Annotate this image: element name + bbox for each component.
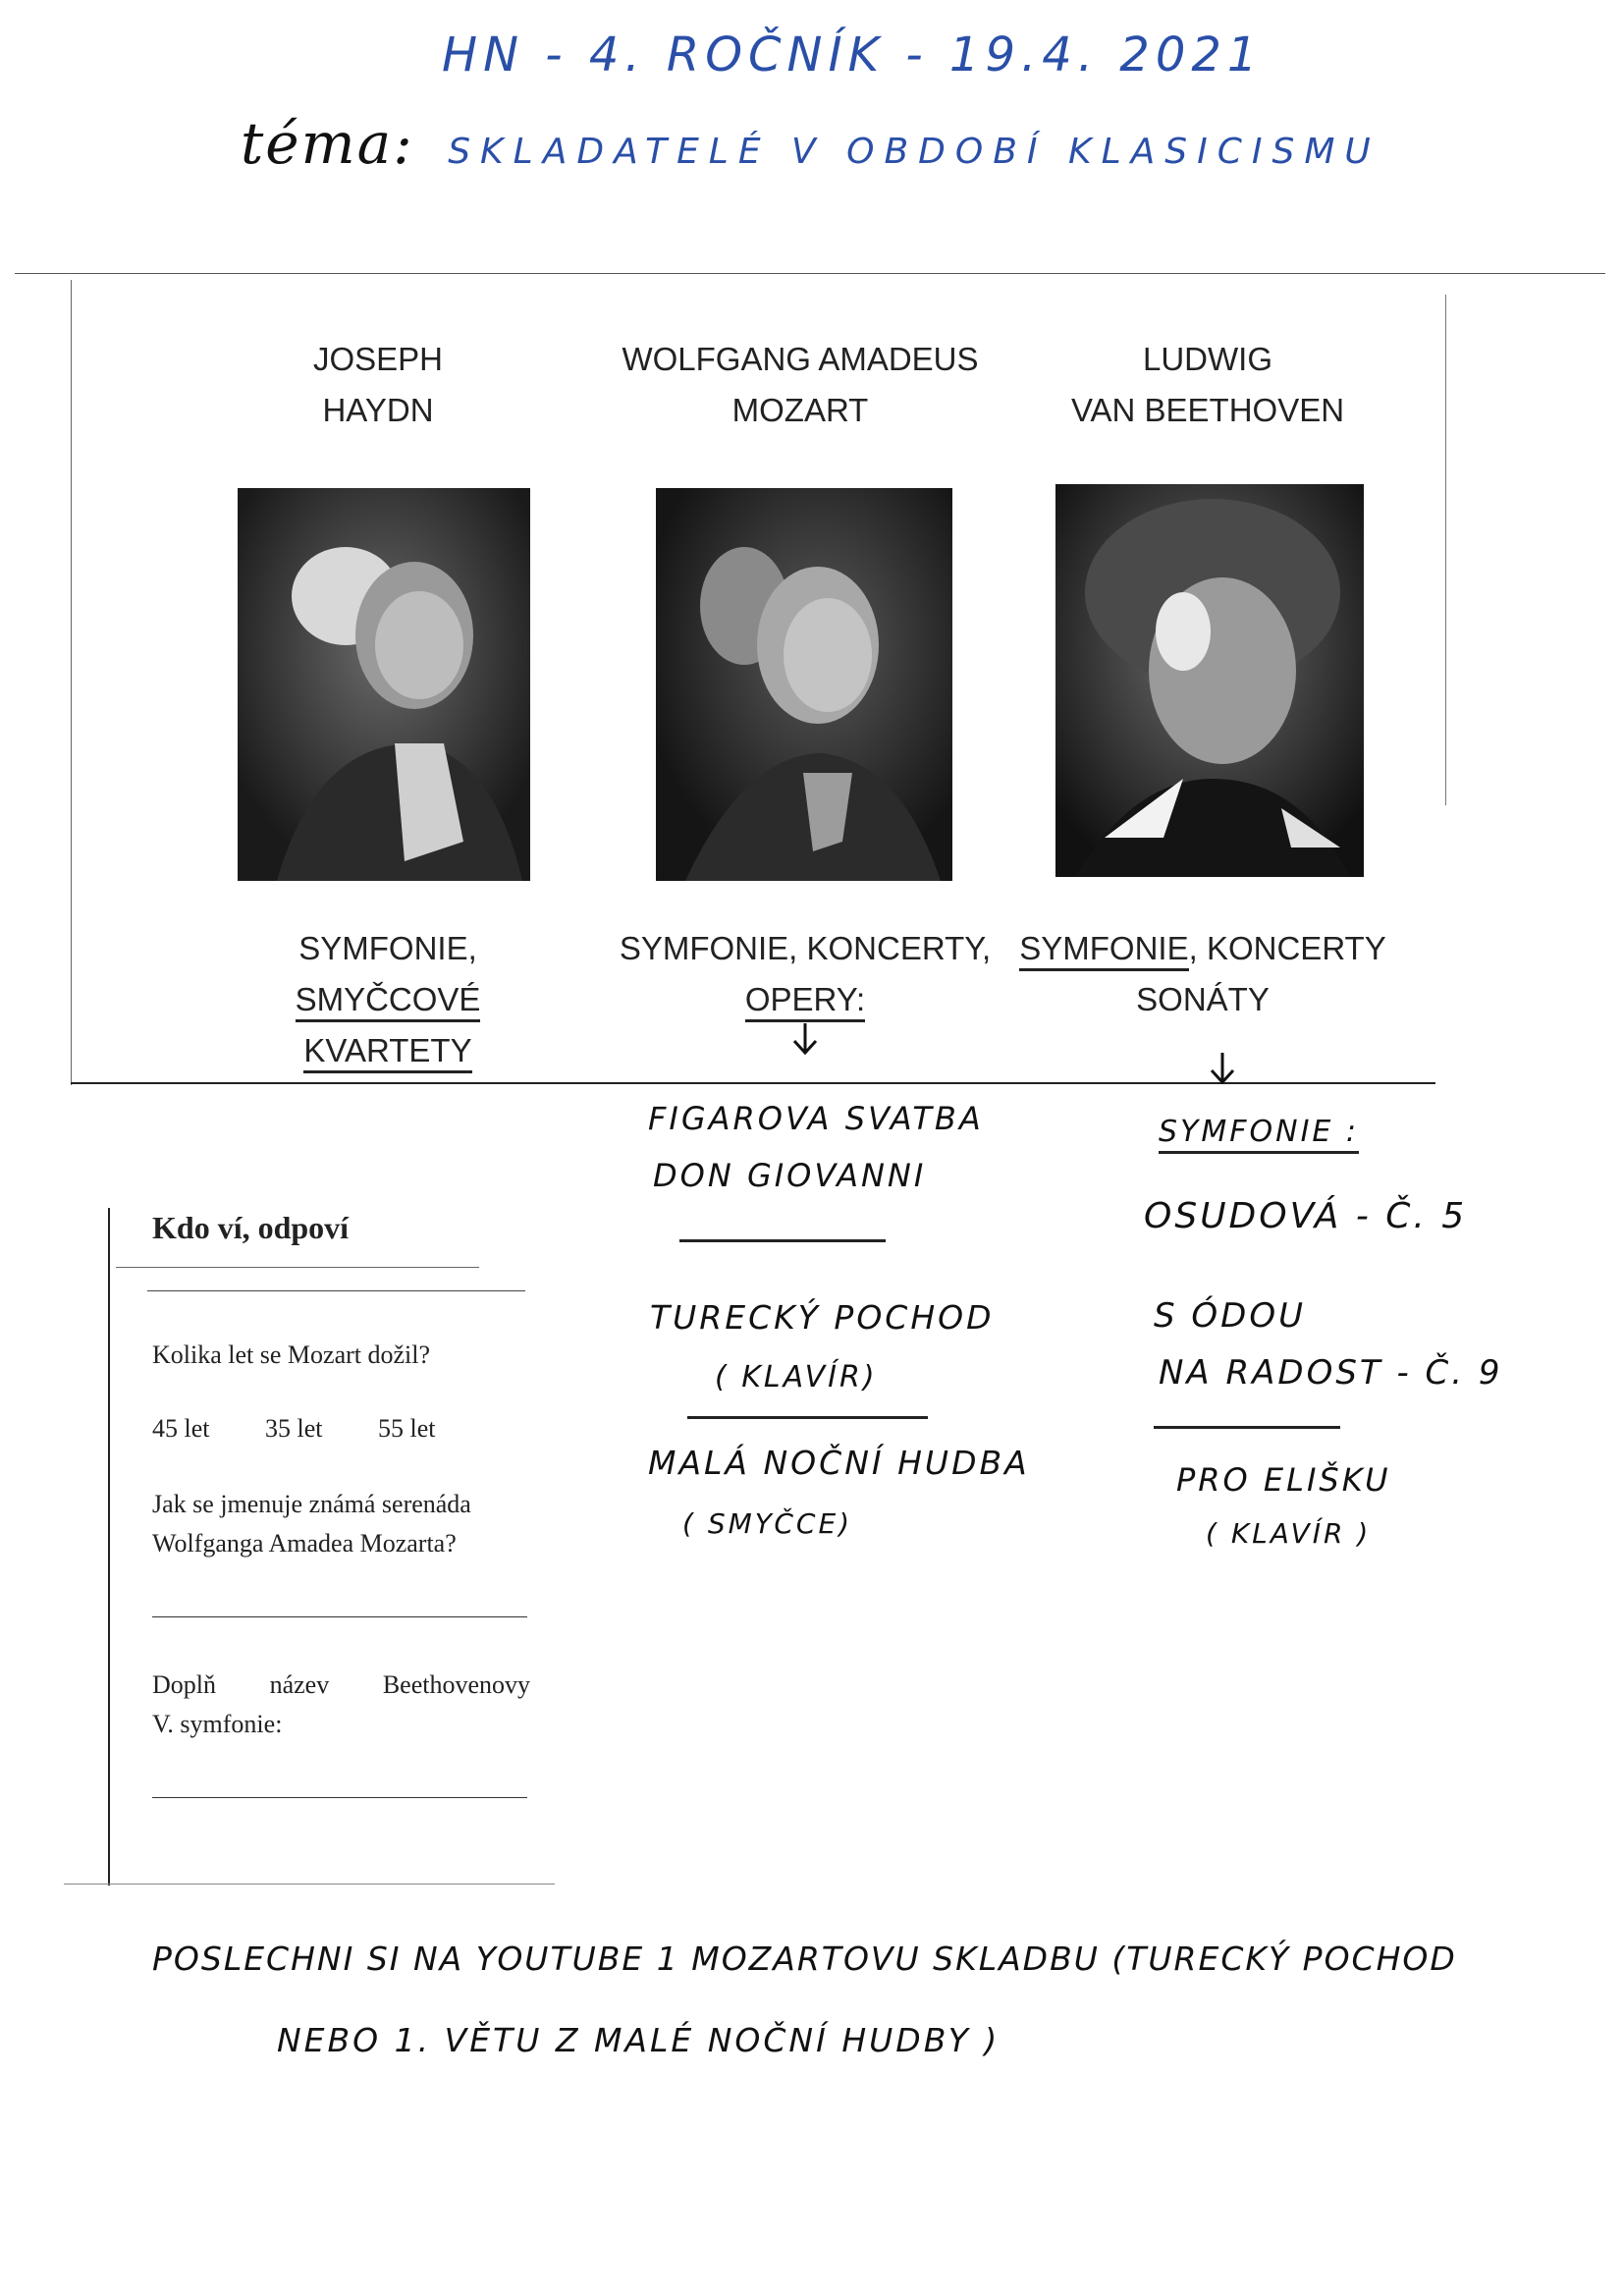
haydn-works-line2: SMYČCOVÉ KVARTETY [296,981,481,1073]
mozart-arrow-icon [790,1021,820,1062]
beethoven-heading-text: SYMFONIE : [1159,1115,1359,1154]
quiz-q1: Kolika let se Mozart dožil? [152,1340,431,1369]
mozart-opera-1: FIGAROVA SVATBA [648,1100,984,1137]
mozart-last: MOZART [731,392,869,428]
mozart-works [619,923,992,1025]
mozart-piece-2: MALÁ NOČNÍ HUDBA [648,1444,1030,1482]
box-left-border [71,280,72,1085]
top-rule [15,273,1605,274]
beethoven-sym-2b: NA RADOST - Č. 9 [1159,1353,1503,1393]
quiz-bottom-rule [64,1884,555,1885]
beethoven-works [1016,923,1389,1025]
haydn-works-line1: SYMFONIE, [298,930,477,966]
beethoven-arrow-icon [1208,1051,1237,1091]
quiz-q1-option-1[interactable]: 45 let [152,1414,210,1443]
box-right-border [1445,295,1446,805]
header-line-1: HN - 4. ROČNÍK - 19.4. 2021 [442,27,1264,82]
beethoven-last: VAN BEETHOVEN [1070,392,1345,428]
quiz-title-rule [116,1267,479,1268]
mozart-divider-1 [679,1239,886,1242]
quiz-q2-line1: Jak se jmenuje známá serenáda [152,1490,471,1518]
mozart-name [594,334,1006,436]
mozart-piece-2-note: ( SMYČCE) [682,1507,853,1540]
haydn-first: JOSEPH [312,341,444,377]
quiz-q3 [152,1666,530,1744]
haydn-works [221,923,555,1076]
haydn-portrait [238,488,530,881]
beethoven-works-line2: SONÁTY [1136,981,1270,1017]
beethoven-notes-heading [1159,1115,1359,1149]
quiz-q3-word-3: Beethovenovy [382,1670,530,1699]
quiz-left-border [108,1208,110,1886]
beethoven-sym-2a: S ÓDOU [1154,1296,1306,1336]
quiz-q2-line2: Wolfganga Amadea Mozarta? [152,1529,457,1558]
header-topic [241,110,1380,177]
beethoven-portrait [1055,484,1364,877]
beethoven-works-line1b: , KONCERTY [1188,930,1386,966]
mozart-piece-1-note: ( KLAVÍR) [715,1360,878,1394]
beethoven-divider [1154,1426,1340,1429]
quiz-q1-options [152,1414,436,1444]
beethoven-name [1041,334,1375,436]
haydn-last: HAYDN [322,392,434,428]
quiz-q2-answer-line[interactable] [152,1616,527,1617]
quiz-q1-option-3[interactable]: 55 let [378,1414,436,1443]
beethoven-works-line1a: SYMFONIE [1019,930,1188,971]
mozart-portrait [656,488,952,881]
mozart-first: WOLFGANG AMADEUS [622,341,979,377]
quiz-q3-word-1: Doplň [152,1670,216,1699]
mozart-piece-1: TURECKÝ POCHOD [650,1298,995,1337]
quiz-title: Kdo ví, odpoví [152,1210,350,1245]
footer-line-1: POSLECHNI SI NA YOUTUBE 1 MOZARTOVU SKLADBU (TURECKÝ POCHOD [152,1940,1457,1978]
mozart-opera-2: DON GIOVANNI [653,1157,927,1194]
quiz-q3-answer-line[interactable] [152,1797,527,1798]
mozart-works-line2: OPERY: [745,981,865,1022]
beethoven-sym-1: OSUDOVÁ - Č. 5 [1144,1196,1468,1236]
beethoven-piece-note: ( KLAVÍR ) [1206,1517,1372,1550]
topic-text: SKLADATELÉ V OBDOBÍ KLASICISMU [448,132,1380,172]
beethoven-piece: PRO ELIŠKU [1176,1461,1391,1499]
beethoven-first: LUDWIG [1143,341,1272,377]
quiz-q1-option-2[interactable]: 35 let [265,1414,323,1443]
quiz-q3-line2: V. symfonie: [152,1710,283,1738]
quiz-title-rule-2 [147,1290,525,1291]
quiz-q2 [152,1485,471,1563]
footer-line-2: NEBO 1. VĚTU Z MALÉ NOČNÍ HUDBY ) [277,2021,1001,2059]
haydn-name [245,334,511,436]
quiz-q3-word-2: název [269,1670,330,1699]
mozart-divider-2 [687,1416,928,1419]
mozart-works-line1: SYMFONIE, KONCERTY, [619,930,992,966]
topic-label: téma: [241,110,414,177]
